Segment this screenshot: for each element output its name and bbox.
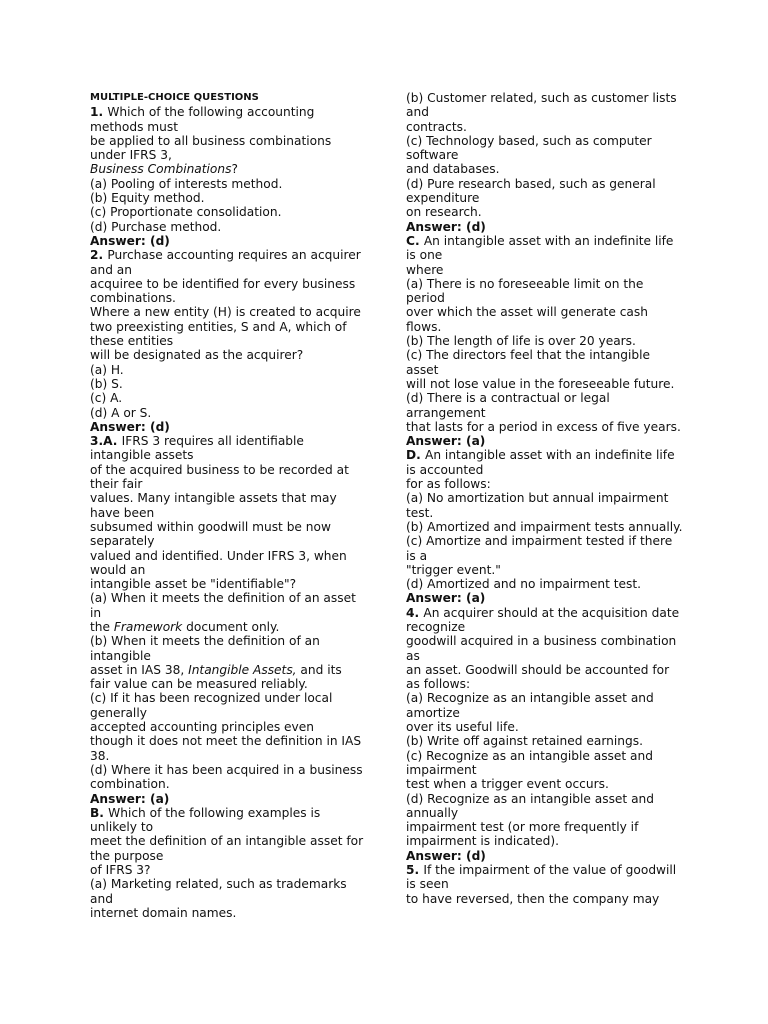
text-line [90,348,375,362]
text-line [406,577,696,591]
text-line [90,406,375,420]
text-line [90,205,375,219]
text-line [90,506,375,520]
bold-text: 5. [406,863,424,878]
text-run: arrangement [406,405,486,420]
text-run: of IFRS 3? [90,863,151,878]
text-line [406,291,696,305]
italic-text: Framework [113,619,183,634]
text-line [90,134,375,148]
text-run: (c) Recognize as an intangible asset and [406,748,653,763]
text-run: accepted accounting principles even [90,720,314,735]
text-run: (d) There is a contractual or legal [406,391,610,406]
bold-text: 2. [90,248,108,263]
text-line [90,591,375,605]
text-line [90,706,375,720]
text-line [406,463,696,477]
text-line [90,749,375,763]
text-run: (d) Amortized and no impairment test. [406,577,641,592]
text-run: amortize [406,705,460,720]
text-line [90,734,375,748]
text-run: recognize [406,619,466,634]
text-run: contracts. [406,119,467,134]
text-line [406,105,696,119]
text-run: have been [90,505,155,520]
text-run: IFRS 3 requires all identifiable [121,434,304,449]
text-line [90,162,375,176]
text-line [406,506,696,520]
text-run: internet domain names. [90,905,237,920]
text-line [90,263,375,277]
text-line [406,549,696,563]
text-line [406,205,696,219]
text-line [90,177,375,191]
text-run: that lasts for a period in excess of five years. [406,419,681,434]
text-line [406,148,696,162]
text-run: (c) Amortize and impairment tested if there [406,534,673,549]
text-line [406,663,696,677]
text-run: for as follows: [406,477,491,492]
text-run: and [90,891,113,906]
text-run: over which the asset will generate cash [406,305,648,320]
text-run: expenditure [406,191,480,206]
text-line [90,792,375,806]
text-run: (c) A. [90,391,123,406]
text-line [90,391,375,405]
text-run: will not lose value in the foreseeable future. [406,376,675,391]
text-run: impairment is indicated). [406,834,560,849]
text-run: the purpose [90,848,164,863]
text-run: combination. [90,777,170,792]
bold-text: Answer: (a) [406,434,486,449]
text-run: (d) Recognize as an intangible asset and [406,791,655,806]
text-line [406,520,696,534]
text-line [90,777,375,791]
text-line [90,534,375,548]
text-run: is a [406,548,428,563]
text-line [90,892,375,906]
text-line [90,120,375,134]
text-line [406,792,696,806]
text-run: (c) The directors feel that the intangible [406,348,651,363]
text-run: Which of the following examples is [108,805,321,820]
text-run: though it does not meet the definition in IAS [90,734,362,749]
text-run: on research. [406,205,482,220]
text-run: is one [406,248,443,263]
text-line [90,849,375,863]
text-run: 38. [90,748,110,763]
text-line [406,134,696,148]
text-line [90,148,375,162]
text-run: (a) Pooling of interests method. [90,176,283,191]
text-line [406,334,696,348]
text-line [406,234,696,248]
text-line [406,263,696,277]
text-line [406,491,696,505]
text-line [406,706,696,720]
text-line [90,420,375,434]
text-run: Which of the following accounting [107,105,315,120]
text-run: values. Many intangible assets that may [90,491,337,506]
text-line [406,220,696,234]
text-run: Purchase accounting requires an acquirer [107,248,361,263]
bold-text: 3.A. [90,434,122,449]
text-line [90,763,375,777]
text-run: and databases. [406,162,500,177]
text-line [406,620,696,634]
text-run: under IFRS 3, [90,148,172,163]
text-line [406,162,696,176]
italic-text: Intangible Assets, [188,662,297,677]
text-run: and an [90,262,132,277]
text-line [90,620,375,634]
text-line [406,177,696,191]
bold-text: Answer: (a) [90,791,170,806]
text-run: two preexisting entities, S and A, which of [90,319,347,334]
text-line [406,434,696,448]
text-run: and its [296,662,342,677]
text-run: (b) Amortized and impairment tests annually. [406,519,683,534]
text-line [406,320,696,334]
text-run: (b) Equity method. [90,191,205,206]
bold-text: 1. [90,105,108,120]
text-line [90,363,375,377]
bold-text: Answer: (d) [406,219,486,234]
text-run: fair value can be measured reliably. [90,677,308,692]
text-line [90,563,375,577]
text-line [406,363,696,377]
text-run: these entities [90,334,174,349]
bold-text: B. [90,805,109,820]
text-line [406,734,696,748]
text-run: (a) When it meets the definition of an asset [90,591,356,606]
text-run: Where a new entity (H) is created to acquire [90,305,361,320]
text-run: period [406,291,445,306]
text-run: of the acquired business to be recorded at [90,462,349,477]
text-line [90,520,375,534]
text-line [406,391,696,405]
text-run: test when a trigger event occurs. [406,777,609,792]
text-line [90,606,375,620]
text-run: An acquirer should at the acquisition date [423,605,680,620]
text-run: annually [406,805,459,820]
text-line [90,191,375,205]
text-run: valued and identified. Under IFRS 3, when [90,548,347,563]
text-run: subsumed within goodwill must be now [90,519,331,534]
text-line [406,377,696,391]
text-run: (a) H. [90,362,124,377]
text-line [90,820,375,834]
text-line [406,191,696,205]
text-run: separately [90,534,155,549]
text-line [90,248,375,262]
text-line [406,691,696,705]
text-run: (d) A or S. [90,405,152,420]
text-run: (b) Write off against retained earnings. [406,734,643,749]
text-line [406,120,696,134]
text-run: (c) If it has been recognized under local [90,691,333,706]
bold-text: Answer: (d) [90,233,170,248]
text-line [90,448,375,462]
text-run: (c) Proportionate consolidation. [90,205,282,220]
text-line [90,320,375,334]
text-run: document only. [182,619,280,634]
text-run: (a) Recognize as an intangible asset and [406,691,654,706]
text-run: test. [406,505,434,520]
text-run: impairment [406,762,477,777]
text-run: software [406,148,459,163]
text-line [90,434,375,448]
text-line [406,892,696,906]
text-run: their fair [90,477,143,492]
text-run: An intangible asset with an indefinite life [423,233,674,248]
text-run: "trigger event." [406,562,501,577]
text-run: (d) Purchase method. [90,219,222,234]
text-run: be applied to all business combinations [90,133,332,148]
bold-text: 4. [406,605,424,620]
text-line [406,477,696,491]
text-line [90,663,375,677]
text-run: is seen [406,877,449,892]
text-line [90,220,375,234]
text-run: will be designated as the acquirer? [90,348,304,363]
text-line [90,491,375,505]
text-line [90,720,375,734]
text-line [406,677,696,691]
text-line [90,863,375,877]
bold-text: Answer: (a) [406,591,486,606]
bold-text: D. [406,448,425,463]
text-run: flows. [406,319,442,334]
text-run: ? [231,162,238,177]
text-line [90,334,375,348]
text-run: as follows: [406,677,471,692]
text-line [406,820,696,834]
text-line [406,834,696,848]
text-line [90,577,375,591]
left-column [90,91,375,920]
bold-text: C. [406,233,424,248]
text-line [406,720,696,734]
text-run: to have reversed, then the company may [406,891,660,906]
text-run: (b) S. [90,376,123,391]
text-line [90,377,375,391]
text-line [90,834,375,848]
text-line [406,749,696,763]
text-line [90,477,375,491]
text-line [90,906,375,920]
text-run: (d) Pure research based, such as general [406,176,656,191]
text-run: If the impairment of the value of goodwill [423,863,677,878]
text-line [406,649,696,663]
text-line [406,634,696,648]
text-run: unlikely to [90,820,154,835]
text-run: as [406,648,420,663]
text-line [90,463,375,477]
text-run: intangible assets [90,448,194,463]
text-line [406,563,696,577]
text-run: (b) When it meets the definition of an [90,634,320,649]
bold-text: Answer: (d) [90,419,170,434]
text-run: generally [90,705,147,720]
text-line [406,591,696,605]
text-run: impairment test (or more frequently if [406,820,639,835]
text-line [406,877,696,891]
text-line [90,877,375,891]
italic-text: Business Combinations [90,162,232,177]
text-run: goodwill acquired in a business combination [406,634,677,649]
text-line [90,677,375,691]
text-run: (a) No amortization but annual impairment [406,491,669,506]
text-run: where [406,262,444,277]
text-run: An intangible asset with an indefinite life [425,448,675,463]
text-run: the [90,619,114,634]
text-line [406,448,696,462]
text-run: combinations. [90,291,176,306]
text-line [90,105,375,119]
text-line [406,777,696,791]
text-run: in [90,605,102,620]
text-line [406,348,696,362]
right-column [406,91,696,906]
text-line [90,649,375,663]
text-run: an asset. Goodwill should be accounted for [406,662,670,677]
text-run: methods must [90,119,179,134]
text-run: (b) The length of life is over 20 years. [406,334,636,349]
text-run: meet the definition of an intangible asset for [90,834,364,849]
text-run: is accounted [406,462,484,477]
text-line [406,849,696,863]
text-run: acquiree to be identified for every business [90,276,356,291]
text-line [90,277,375,291]
text-line [90,549,375,563]
text-line [90,291,375,305]
text-line [406,806,696,820]
text-line [406,763,696,777]
text-line [90,806,375,820]
text-run: (c) Technology based, such as computer [406,133,652,148]
text-line [406,534,696,548]
text-line [90,234,375,248]
text-line [406,420,696,434]
text-line [90,634,375,648]
section-heading: MULTIPLE-CHOICE QUESTIONS [90,92,259,103]
text-line [406,248,696,262]
text-run: asset [406,362,439,377]
text-run: would an [90,562,146,577]
text-run: (a) Marketing related, such as trademarks [90,877,347,892]
text-line [90,305,375,319]
text-run: (a) There is no foreseeable limit on the [406,276,644,291]
text-run: over its useful life. [406,720,519,735]
text-line [406,305,696,319]
text-run: (b) Customer related, such as customer lists [406,91,677,105]
text-run: and [406,105,429,120]
text-line [406,863,696,877]
text-run: asset in IAS 38, [90,662,189,677]
text-line [90,691,375,705]
text-line [406,277,696,291]
text-run: intangible asset be "identifiable"? [90,577,297,592]
bold-text: Answer: (d) [406,848,486,863]
text-run: (d) Where it has been acquired in a business [90,762,363,777]
text-line [406,606,696,620]
text-line [406,406,696,420]
text-line [406,91,696,105]
text-run: intangible [90,648,151,663]
